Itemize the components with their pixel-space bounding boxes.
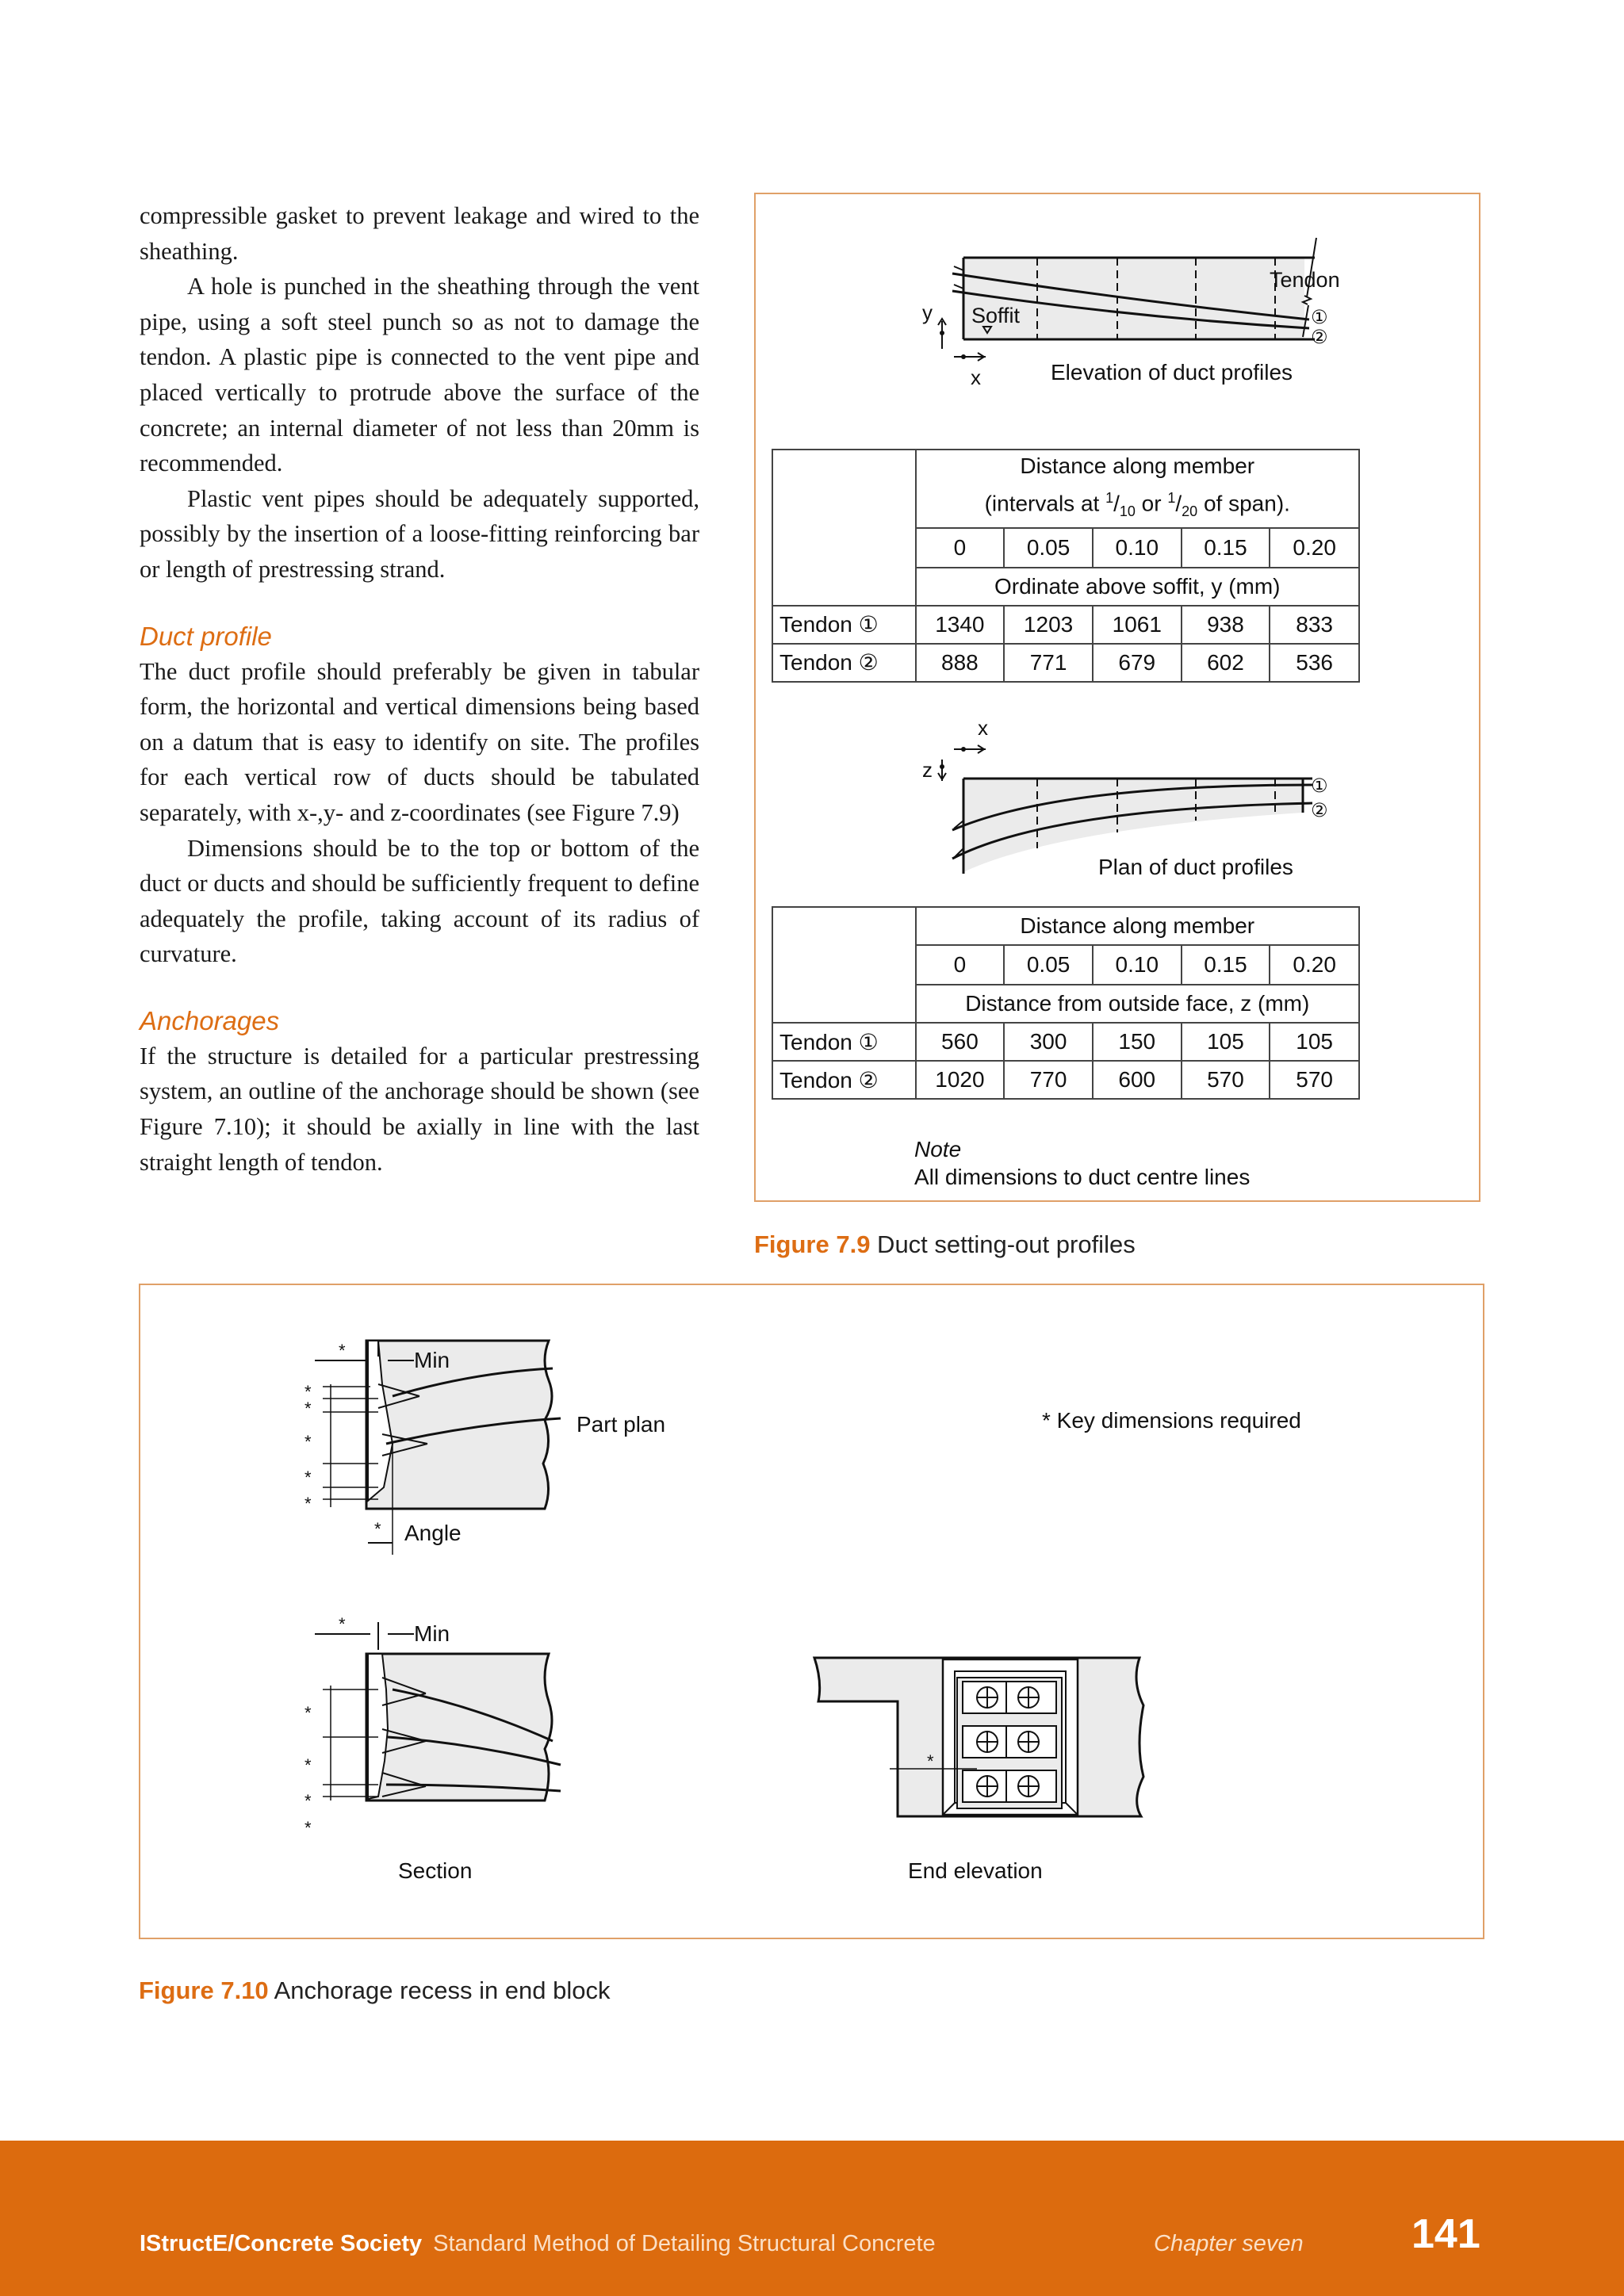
min-label: Min — [414, 1621, 450, 1646]
paragraph: The duct profile should preferably be given in tabular form, the horizontal and vertical dimensions being based on a datum that is easy to identify on site. The profiles for each vertical row of ducts should be tabulated separately, with x-,y- and z-coordinates (see Figure 7.9) — [140, 657, 699, 826]
plan-z-label: z — [922, 758, 933, 782]
plan-x-label: x — [978, 716, 988, 740]
key-dimension-mark: * — [927, 1751, 934, 1771]
note-title: Note — [914, 1137, 962, 1161]
key-dimension-mark: * — [304, 1382, 312, 1402]
footer-title: Standard Method of Detailing Structural Concrete — [433, 2231, 936, 2256]
page-footer — [0, 2141, 1624, 2296]
key-dimension-mark: * — [304, 1818, 312, 1838]
table2-col: 0.15 — [1182, 945, 1270, 985]
paragraph: Dimensions should be to the top or bottom of the duct or ducts and should be sufficiently frequent to define adequately the profile, taking account of its radius of curvature. — [140, 834, 699, 968]
table1-col: 0.10 — [1093, 528, 1182, 568]
min-label: Min — [414, 1348, 450, 1372]
angle-label: Angle — [404, 1521, 462, 1545]
elev-caption: Elevation of duct profiles — [1051, 360, 1293, 385]
key-dimension-mark: * — [304, 1791, 312, 1811]
section-drawing — [315, 1622, 561, 1800]
figure-7-10-frame — [139, 1284, 1484, 1939]
paragraph: A hole is punched in the sheathing through the vent pipe, using a soft steel punch so as not to damage the tendon. A plastic pipe is connected to the vent pipe and placed vertically to protrude above the surface of the concrete; an internal diameter of not less than 20mm is recommended. — [140, 273, 699, 477]
section-heading-duct-profile: Duct profile — [140, 621, 272, 651]
table1-col: 0.20 — [1270, 528, 1359, 568]
paragraph: If the structure is detailed for a particular prestressing system, an outline of the anchorage should be shown (see Figure 7.10); it should be axially in line with the last straight length of tendon. — [140, 1042, 699, 1176]
figure-note — [914, 1135, 1250, 1191]
table-row: Tendon ① 1340 1203 1061 938 833 — [772, 606, 1359, 644]
duct-plan-table — [772, 906, 1360, 1100]
key-dimension-mark: * — [339, 1614, 346, 1634]
figure-7-9-caption: Figure 7.9 Duct setting-out profiles — [754, 1230, 1136, 1258]
key-dimension-mark: * — [339, 1341, 346, 1360]
key-dimension-mark: * — [304, 1703, 312, 1723]
section-label: Section — [398, 1858, 473, 1883]
plan-tendon-2-marker: ② — [1311, 799, 1328, 821]
table1-header: Distance along member (intervals at $^1/_{10}$ or $^1/_{20}$ of span). — [916, 450, 1359, 528]
body-text-column — [140, 198, 699, 1180]
plan-caption: Plan of duct profiles — [1098, 855, 1293, 879]
anchorage-recess-diagram — [140, 1285, 1483, 1938]
key-dimension-mark: * — [304, 1755, 312, 1775]
table1-col: 0.05 — [1004, 528, 1093, 568]
end-elevation-drawing — [814, 1658, 1143, 1816]
paragraph: compressible gasket to prevent leakage and wired to the sheathing. — [140, 202, 699, 265]
note-text: All dimensions to duct centre lines — [914, 1165, 1251, 1189]
elev-soffit-label: Soffit — [971, 304, 1021, 327]
table1-col: 0.15 — [1182, 528, 1270, 568]
footer-publication — [140, 2231, 936, 2257]
part-plan-label: Part plan — [576, 1412, 666, 1437]
key-dimension-mark: * — [374, 1519, 381, 1539]
table2-col: 0.10 — [1093, 945, 1182, 985]
plan-diagram — [756, 702, 1479, 924]
figure-7-10-caption: Figure 7.10 Anchorage recess in end block — [139, 1976, 611, 2004]
table2-header: Distance along member — [916, 907, 1359, 945]
table1-subheader: Ordinate above soffit, y (mm) — [916, 568, 1359, 606]
page-number: 141 — [1411, 2211, 1480, 2257]
table-row: Tendon ① 560 300 150 105 105 — [772, 1023, 1359, 1061]
table-row: Tendon ② 888 771 679 602 536 — [772, 644, 1359, 682]
elev-tendon-1-marker: ① — [1311, 306, 1328, 328]
footer-org: IStructE/Concrete Society — [140, 2231, 423, 2256]
end-elevation-label: End elevation — [908, 1858, 1043, 1883]
elev-x-label: x — [971, 365, 981, 389]
paragraph: Plastic vent pipes should be adequately supported, possibly by the insertion of a loose-fitting reinforcing bar or length of prestressing strand. — [140, 484, 699, 583]
section-heading-anchorages: Anchorages — [140, 1005, 280, 1035]
table2-col: 0 — [916, 945, 1005, 985]
table2-col: 0.05 — [1004, 945, 1093, 985]
key-dimension-mark: * — [304, 1494, 312, 1513]
key-dimension-mark: * — [304, 1468, 312, 1487]
elev-y-label: y — [922, 300, 933, 324]
duct-ordinate-table — [772, 449, 1360, 683]
table1-col: 0 — [916, 528, 1005, 568]
elev-tendon-2-marker: ② — [1311, 326, 1328, 348]
table2-col: 0.20 — [1270, 945, 1359, 985]
key-dimensions-note: * Key dimensions required — [1042, 1408, 1301, 1433]
key-dimension-mark: * — [304, 1432, 312, 1452]
key-dimension-mark: * — [304, 1399, 312, 1418]
table-row: Tendon ② 1020 770 600 570 570 — [772, 1061, 1359, 1099]
table2-subheader: Distance from outside face, z (mm) — [916, 985, 1359, 1023]
footer-chapter: Chapter seven — [1154, 2231, 1304, 2256]
figure-7-9-frame — [754, 193, 1480, 1202]
elev-tendon-label: Tendon — [1270, 268, 1340, 292]
elevation-diagram — [756, 194, 1479, 432]
plan-tendon-1-marker: ① — [1311, 775, 1328, 797]
